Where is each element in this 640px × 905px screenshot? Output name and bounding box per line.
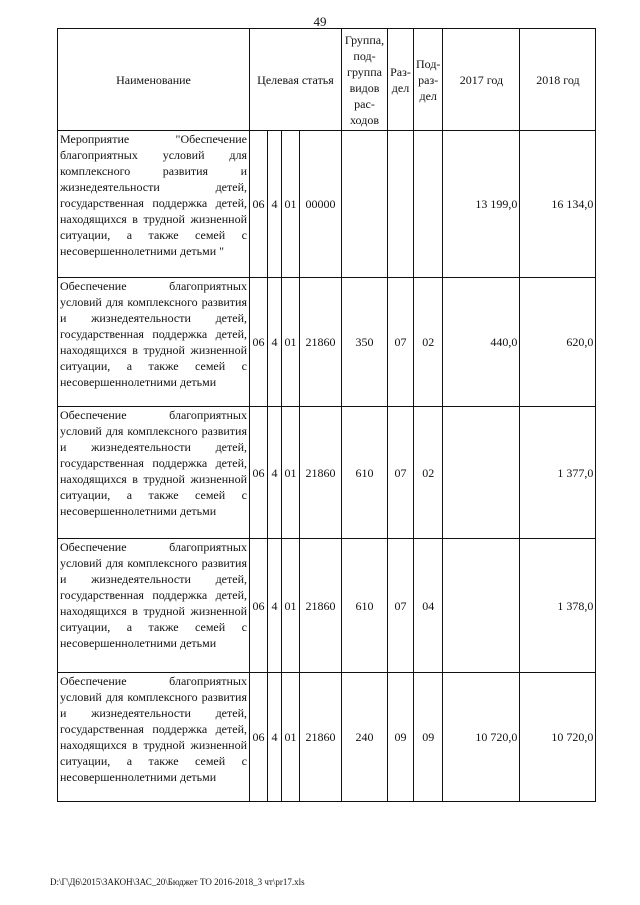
code-subprogram: 4 xyxy=(268,407,282,539)
code-event: 01 xyxy=(282,539,300,673)
table-row xyxy=(58,407,596,539)
header-target-article: Целевая статья xyxy=(250,29,342,131)
table-row xyxy=(58,131,596,278)
code-event: 01 xyxy=(282,407,300,539)
code-direction: 21860 xyxy=(300,539,342,673)
code-program: 06 xyxy=(250,539,268,673)
amount-2018: 1 378,0 xyxy=(520,539,596,673)
code-subprogram: 4 xyxy=(268,539,282,673)
subsection xyxy=(414,131,443,278)
expense-group: 350 xyxy=(342,278,388,407)
code-program: 06 xyxy=(250,407,268,539)
item-name: Обеспечение благоприятных условий для комплексного развития и жизнедеятельности детей, государственная поддержка детей, находящихся в трудной жизненной ситуации, а также семей с несовершеннолетними детьми xyxy=(58,539,250,673)
header-subsection: Под-раз-дел xyxy=(414,29,443,131)
code-program: 06 xyxy=(250,673,268,802)
code-subprogram: 4 xyxy=(268,673,282,802)
code-event: 01 xyxy=(282,278,300,407)
header-expense-group: Группа, под-группа видов рас-ходов xyxy=(342,29,388,131)
item-name: Мероприятие "Обеспечение благоприятных условий для комплексного развития и жизнедеятельности детей, государственная поддержка детей, находящихся в трудной жизненной ситуации, а также семей с несовершеннолетними детьми " xyxy=(58,131,250,278)
subsection: 02 xyxy=(414,407,443,539)
section xyxy=(388,131,414,278)
table-row xyxy=(58,673,596,802)
code-direction: 21860 xyxy=(300,278,342,407)
amount-2018: 1 377,0 xyxy=(520,407,596,539)
code-program: 06 xyxy=(250,278,268,407)
item-name: Обеспечение благоприятных условий для комплексного развития и жизнедеятельности детей, государственная поддержка детей, находящихся в трудной жизненной ситуации, а также семей с несовершеннолетними детьми xyxy=(58,407,250,539)
amount-2018: 16 134,0 xyxy=(520,131,596,278)
code-direction: 00000 xyxy=(300,131,342,278)
header-year-2017: 2017 год xyxy=(443,29,520,131)
expense-group: 610 xyxy=(342,407,388,539)
code-subprogram: 4 xyxy=(268,278,282,407)
amount-2017: 13 199,0 xyxy=(443,131,520,278)
code-direction: 21860 xyxy=(300,673,342,802)
table-row xyxy=(58,278,596,407)
subsection: 02 xyxy=(414,278,443,407)
amount-2018: 10 720,0 xyxy=(520,673,596,802)
code-event: 01 xyxy=(282,131,300,278)
amount-2018: 620,0 xyxy=(520,278,596,407)
section: 07 xyxy=(388,539,414,673)
section: 07 xyxy=(388,278,414,407)
expense-group: 240 xyxy=(342,673,388,802)
code-program: 06 xyxy=(250,131,268,278)
code-direction: 21860 xyxy=(300,407,342,539)
section: 07 xyxy=(388,407,414,539)
table-header-row xyxy=(58,29,596,131)
amount-2017 xyxy=(443,539,520,673)
code-event: 01 xyxy=(282,673,300,802)
subsection: 04 xyxy=(414,539,443,673)
table-row xyxy=(58,539,596,673)
expense-group: 610 xyxy=(342,539,388,673)
header-name: Наименование xyxy=(58,29,250,131)
item-name: Обеспечение благоприятных условий для комплексного развития и жизнедеятельности детей, государственная поддержка детей, находящихся в трудной жизненной ситуации, а также семей с несовершеннолетними детьми xyxy=(58,278,250,407)
file-path-footer: D:\Г\Д6\2015\ЗАКОН\ЗАС_20\Бюджет ТО 2016-2018_3 чт\pr17.xls xyxy=(50,877,305,887)
subsection: 09 xyxy=(414,673,443,802)
expense-group xyxy=(342,131,388,278)
item-name: Обеспечение благоприятных условий для комплексного развития и жизнедеятельности детей, государственная поддержка детей, находящихся в трудной жизненной ситуации, а также семей с несовершеннолетними детьми xyxy=(58,673,250,802)
amount-2017: 440,0 xyxy=(443,278,520,407)
code-subprogram: 4 xyxy=(268,131,282,278)
section: 09 xyxy=(388,673,414,802)
amount-2017: 10 720,0 xyxy=(443,673,520,802)
header-year-2018: 2018 год xyxy=(520,29,596,131)
amount-2017 xyxy=(443,407,520,539)
budget-table xyxy=(57,28,596,802)
header-section: Раз-дел xyxy=(388,29,414,131)
page-number: 49 xyxy=(313,14,327,29)
